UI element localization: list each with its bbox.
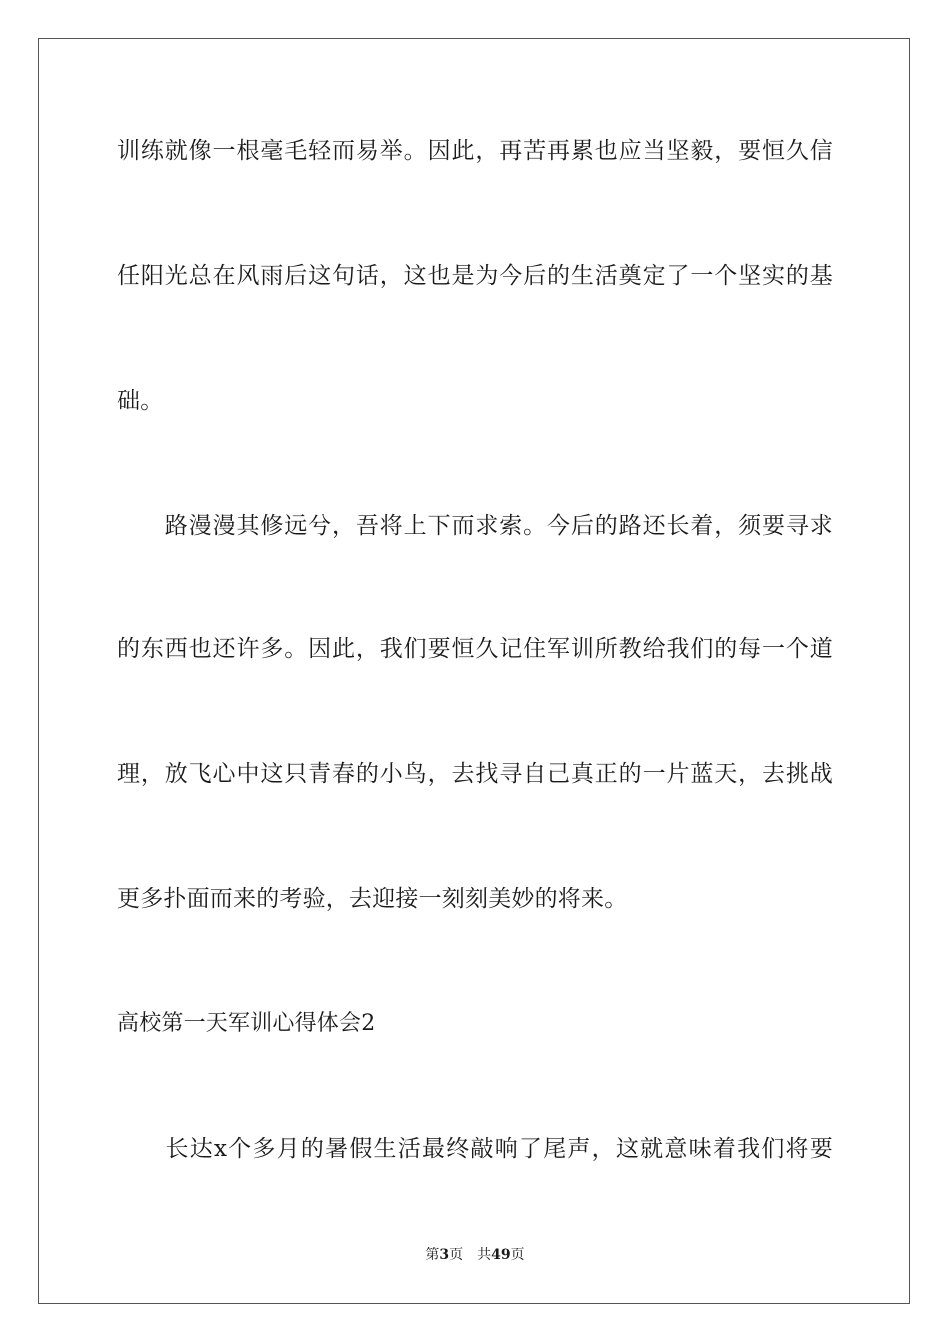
section-heading: 高校第一天军训心得体会2 (117, 1011, 376, 1036)
body-line-9: 长达x个多月的暑假生活最终敲响了尾声，这就意味着我们将要 (117, 1136, 833, 1162)
body-line-1: 训练就像一根毫毛轻而易举。因此，再苦再累也应当坚毅，要恒久信 (117, 138, 833, 164)
body-line-3: 础。 (117, 388, 164, 414)
page-footer (0, 1245, 950, 1265)
footer-page-prefix: 第 (425, 1247, 440, 1263)
footer-page-number: 3 (439, 1247, 450, 1263)
body-line-2: 任阳光总在风雨后这句话，这也是为今后的生活奠定了一个坚实的基 (117, 263, 833, 289)
body-line-4: 路漫漫其修远兮，吾将上下而求索。今后的路还长着，须要寻求 (117, 513, 833, 539)
body-line-6: 理，放飞心中这只青春的小鸟，去找寻自己真正的一片蓝天，去挑战 (117, 761, 833, 787)
footer-total-number: 49 (491, 1247, 511, 1263)
footer-total-prefix: 共 (477, 1247, 492, 1263)
body-line-5: 的东西也还许多。因此，我们要恒久记住军训所教给我们的每一个道 (117, 636, 833, 662)
footer-page-suffix: 页 (449, 1247, 464, 1263)
page-border (38, 38, 910, 1304)
footer-total-suffix: 页 (510, 1247, 525, 1263)
body-line-7: 更多扑面而来的考验，去迎接一刻刻美妙的将来。 (117, 886, 628, 912)
